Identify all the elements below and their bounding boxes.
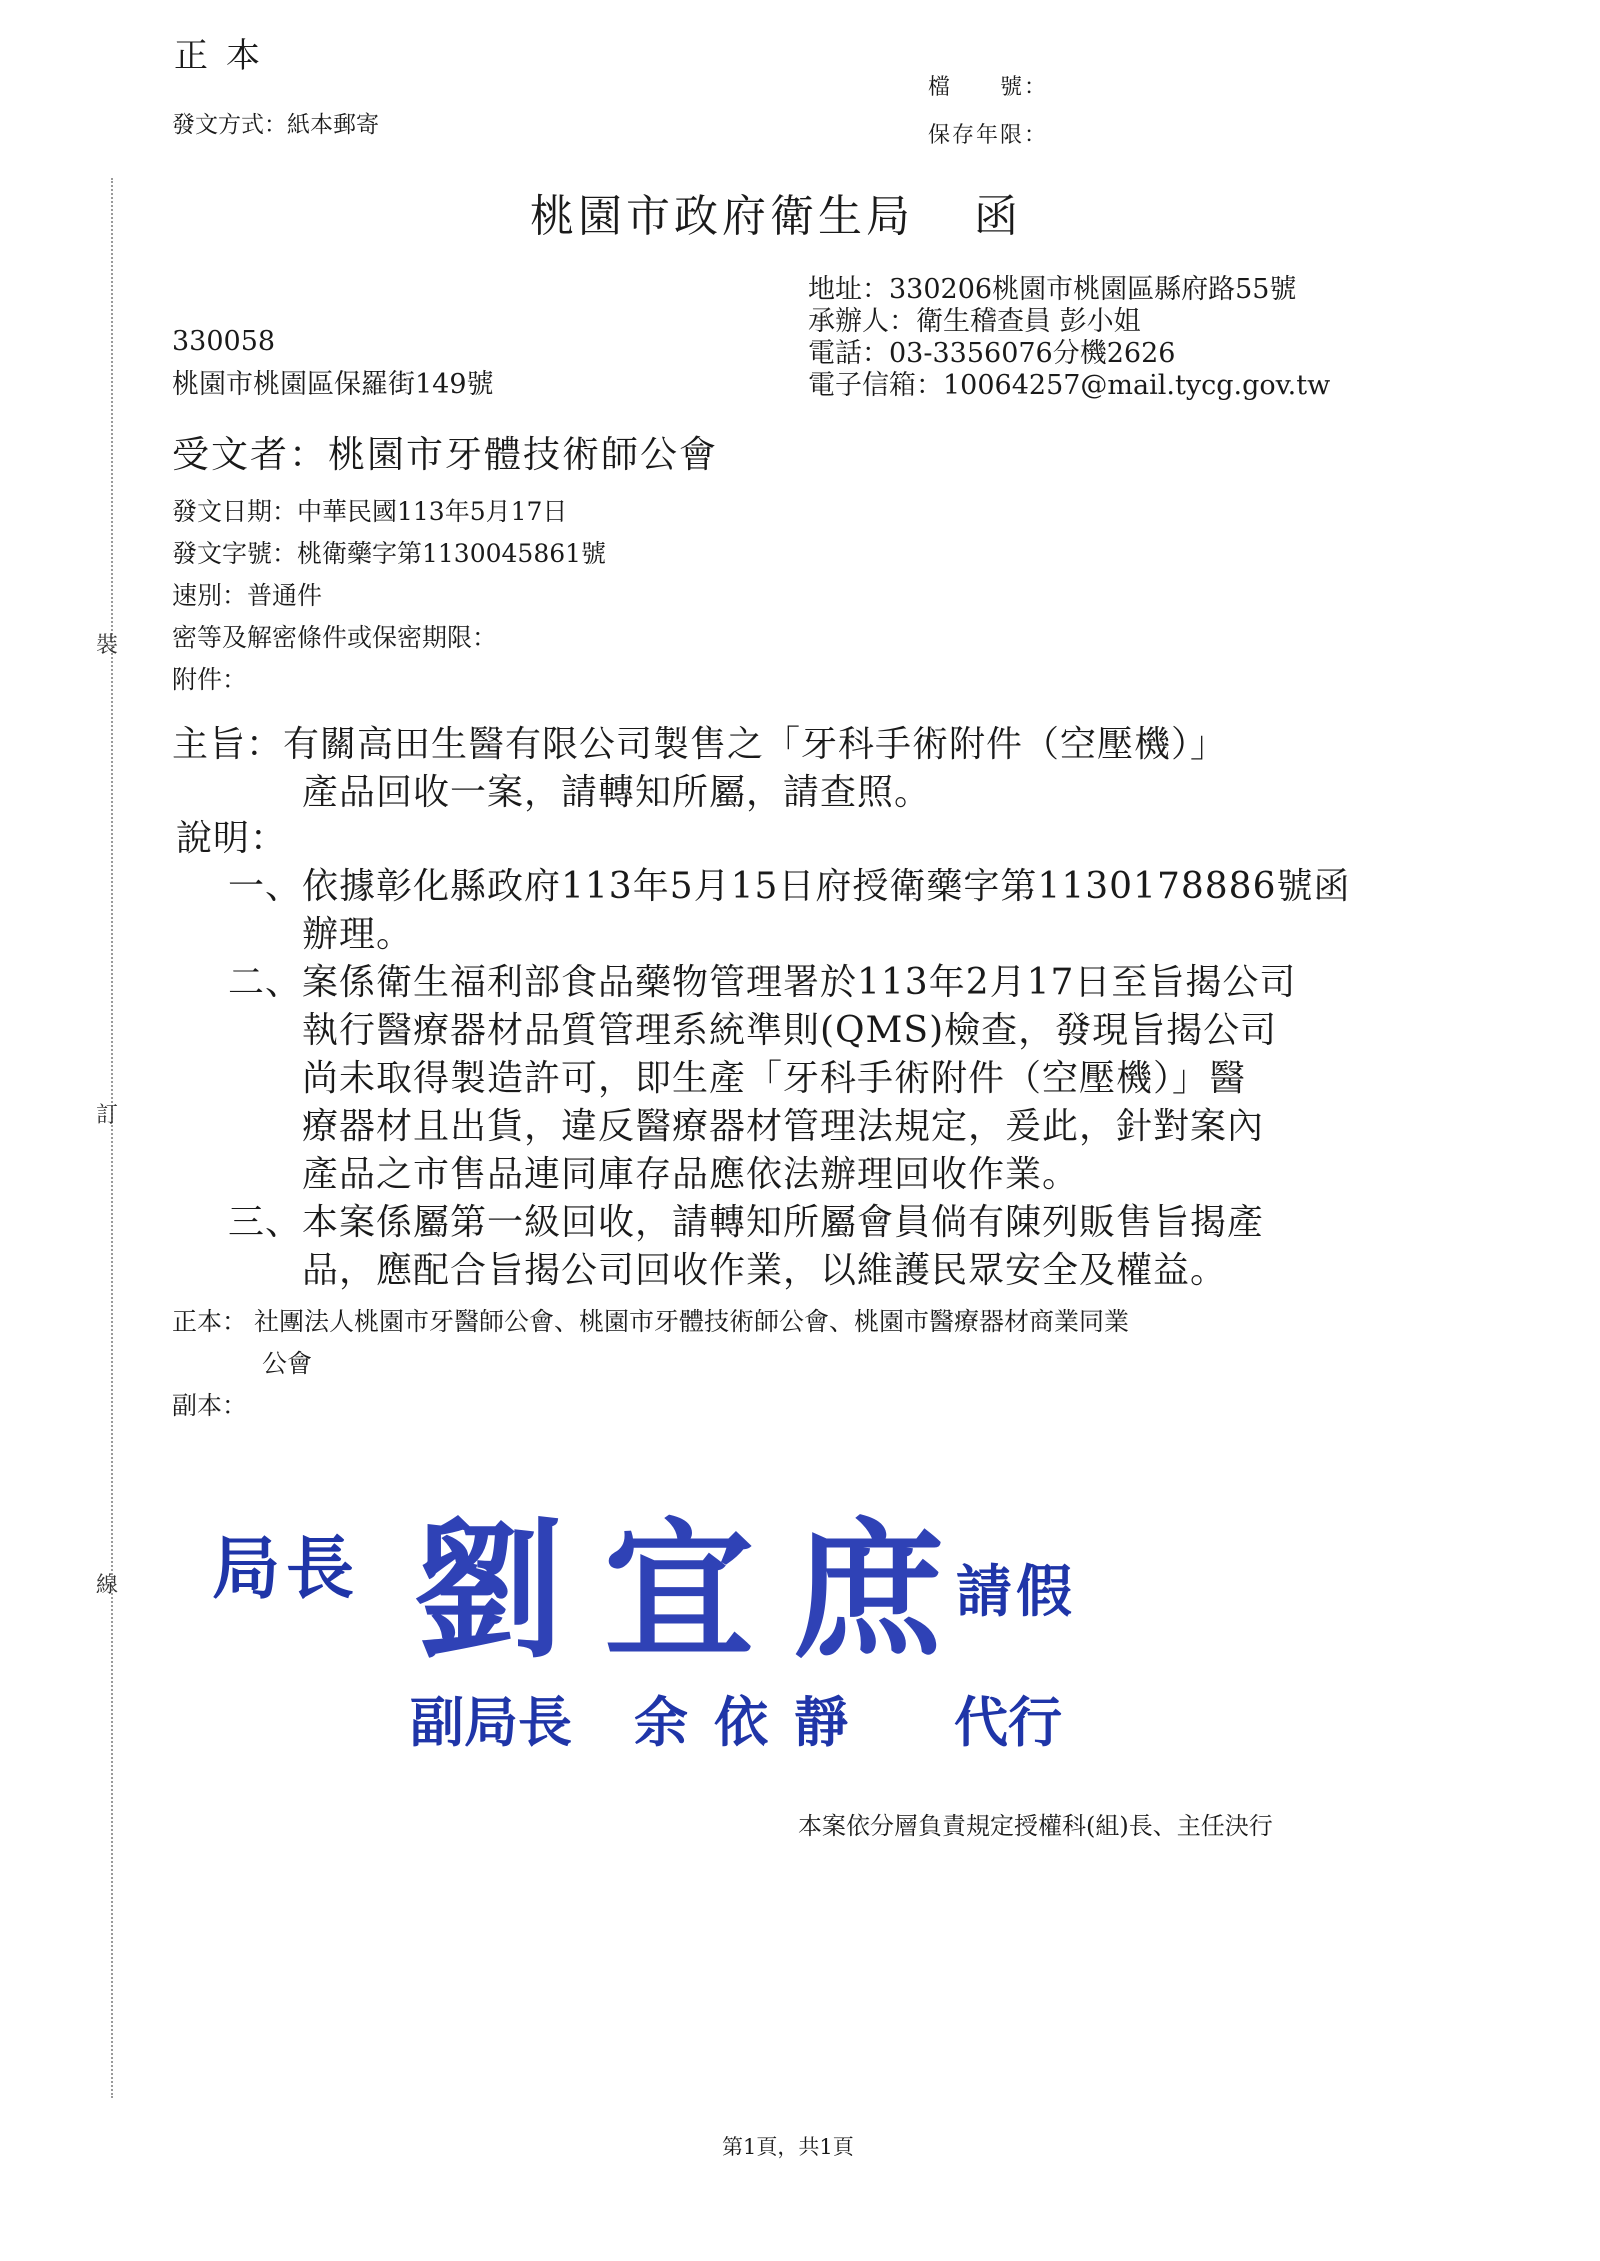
recipient-postcode: 330058	[172, 326, 276, 357]
sender-email: 電子信箱：10064257@mail.tycg.gov.tw	[808, 370, 1331, 401]
acting-stamp: 代行	[954, 1690, 1062, 1754]
send-method: 發文方式：紙本郵寄	[172, 112, 379, 138]
item-2-line: 療器材且出貨，違反醫療器材管理法規定，爰此，針對案內	[302, 1106, 1265, 1147]
item-1-number: 一、	[228, 866, 303, 907]
recipient: 受文者：桃園市牙體技術師公會	[172, 433, 718, 476]
binding-mark-ding: 訂	[96, 1103, 119, 1128]
subject-line-1: 主旨：有關高田生醫有限公司製售之「牙科手術附件（空壓機）」	[172, 724, 1228, 765]
cc-original-list: 社團法人桃園市牙醫師公會、桃園市牙體技術師公會、桃園市醫療器材商業同業	[254, 1307, 1130, 1336]
director-title-stamp: 局長	[212, 1529, 361, 1609]
binding-mark-xian: 線	[96, 1573, 119, 1598]
issue-date: 發文日期：中華民國113年5月17日	[172, 497, 568, 526]
page-number: 第1頁，共1頁	[722, 2135, 854, 2159]
director-name-stamp: 劉宜庶	[414, 1505, 985, 1679]
item-3-number: 三、	[228, 1202, 303, 1243]
sender-address: 地址：330206桃園市桃園區縣府路55號	[808, 274, 1297, 305]
document-number: 發文字號：桃衛藥字第1130045861號	[172, 539, 607, 568]
item-3-line: 本案係屬第一級回收，請轉知所屬會員倘有陳列販售旨揭產	[302, 1202, 1265, 1243]
sender-phone: 電話：03-3356076分機2626	[808, 338, 1176, 369]
copy-type: 正本	[174, 36, 278, 76]
delivery-speed: 速別：普通件	[172, 581, 323, 610]
deputy-title-stamp: 副局長	[410, 1690, 572, 1754]
document-title	[530, 180, 1022, 244]
explanation-label: 說明：	[176, 818, 288, 859]
secrecy-level: 密等及解密條件或保密期限：	[172, 623, 498, 652]
item-2-line: 尚未取得製造許可，即生產「牙科手術附件（空壓機）」醫	[302, 1058, 1247, 1099]
sender-handler: 承辦人：衛生稽查員 彭小姐	[808, 306, 1141, 337]
item-2-number: 二、	[228, 962, 303, 1003]
archive-retention: 保存年限：	[928, 123, 1049, 148]
item-1-line: 辦理。	[302, 914, 414, 955]
on-leave-stamp: 請假	[956, 1559, 1076, 1625]
attachment: 附件：	[172, 665, 248, 694]
cc-original-list: 公會	[262, 1349, 313, 1378]
item-1-line: 依據彰化縣政府113年5月15日府授衛藥字第1130178886號函	[302, 866, 1351, 907]
recipient-street: 桃園市桃園區保羅街149號	[172, 369, 494, 400]
subject-line-2: 產品回收一案，請轉知所屬，請查照。	[302, 772, 932, 813]
delegation-note: 本案依分層負責規定授權科(組)長、主任決行	[798, 1812, 1273, 1840]
item-3-line: 品，應配合旨揭公司回收作業，以維護民眾安全及權益。	[302, 1250, 1228, 1291]
agency-name: 桃園市政府衛生局	[530, 191, 914, 242]
item-2-line: 案係衛生福利部食品藥物管理署於113年2月17日至旨揭公司	[302, 962, 1297, 1003]
binding-mark-zhuang: 裝	[96, 633, 119, 658]
cc-original-label: 正本：	[172, 1307, 248, 1336]
deputy-name-stamp: 余依靜	[634, 1690, 874, 1754]
archive-file-no: 檔 號：	[928, 75, 1049, 100]
cc-copy-label: 副本：	[172, 1391, 248, 1420]
item-2-line: 執行醫療器材品質管理系統準則(QMS)檢查，發現旨揭公司	[302, 1010, 1278, 1051]
document-kind: 函	[974, 191, 1022, 242]
binding-dotted-line	[111, 178, 113, 2098]
item-2-line: 產品之市售品連同庫存品應依法辦理回收作業。	[302, 1154, 1080, 1195]
